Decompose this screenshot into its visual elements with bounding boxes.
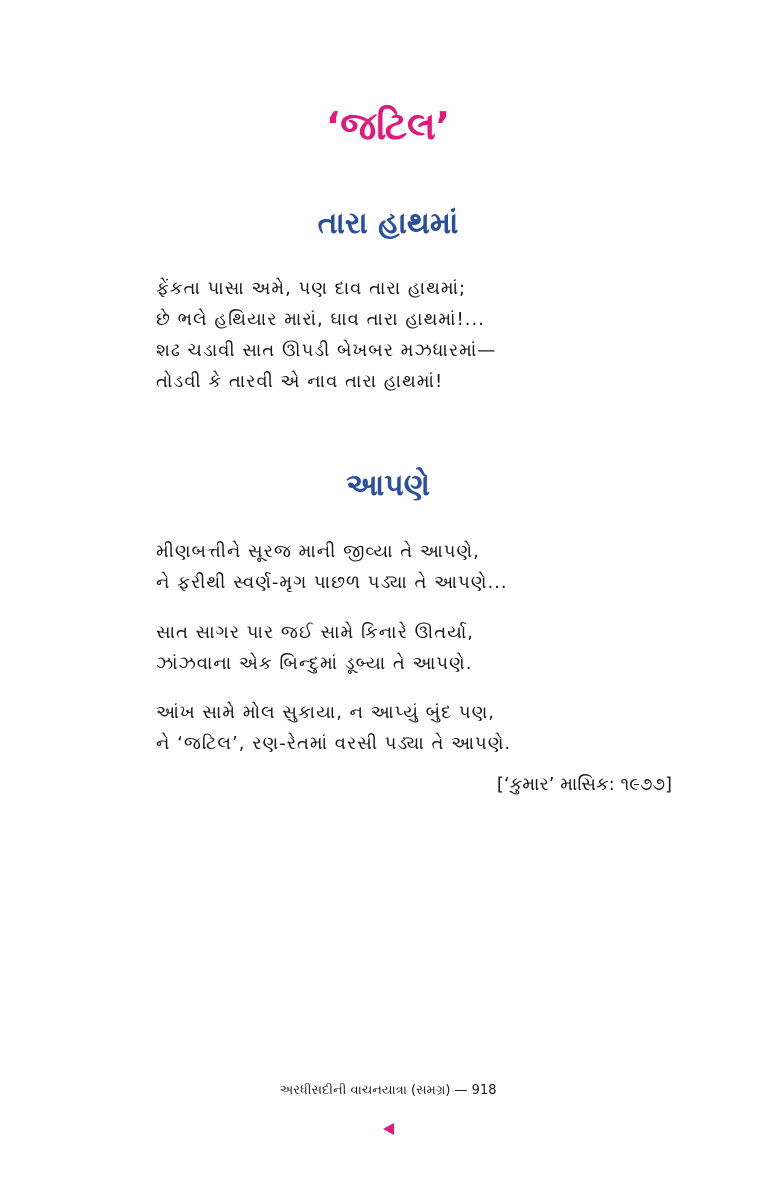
poem-title-tara-hathma: તારા હાથમાં — [317, 206, 459, 241]
poem1-stanza — [156, 273, 676, 397]
poem-line: સાત સાગર પાર જઈ સામે કિનારે ઊતર્યા, — [156, 622, 475, 643]
poem-line: ફેંકતા પાસા અમે, પણ દાવ તારા હાથમાં; — [156, 278, 467, 299]
poem-line: ને ‘જટિલ’, રણ-રેતમાં વરસી પડ્યા તે આપણે. — [156, 733, 512, 754]
poem-title-aapne: આપણે — [346, 468, 430, 503]
poem-line: તોડવી કે તારવી એ નાવ તારા હાથમાં! — [156, 371, 444, 392]
source-citation: [‘કુમાર’ માસિક: ૧૯૭૭] — [496, 774, 672, 795]
poem-line: ને ફરીથી સ્વર્ણ-મૃગ પાછળ પડ્યા તે આપણે... — [156, 572, 508, 593]
poem-line: શઢ ચડાવી સાત ઊપડી બેખબર મઝધારમાં— — [156, 340, 497, 361]
poem-line: ઝાંઝવાના એક બિન્દુમાં ડૂબ્યા તે આપણે. — [156, 653, 473, 674]
poem-line: છે ભલે હથિયાર મારાં, ઘાવ તારા હાથમાં!... — [156, 309, 485, 330]
poem-line: આંખ સામે મોલ સુકાયા, ન આપ્યું બુંદ પણ, — [156, 702, 495, 723]
previous-page-arrow-icon[interactable] — [383, 1123, 394, 1135]
poem2-stanza-2 — [156, 617, 676, 679]
page-footer: અરધીસદીની વાચનયાત્રા (સમગ્ર) — 918 — [279, 1083, 497, 1098]
poem2-stanza-1 — [156, 536, 676, 598]
author-heading: ‘જટિલ’ — [325, 104, 451, 148]
poem-line: મીણબત્તીને સૂરજ માની જીવ્યા તે આપણે, — [156, 541, 480, 562]
poem2-stanza-3 — [156, 697, 676, 759]
